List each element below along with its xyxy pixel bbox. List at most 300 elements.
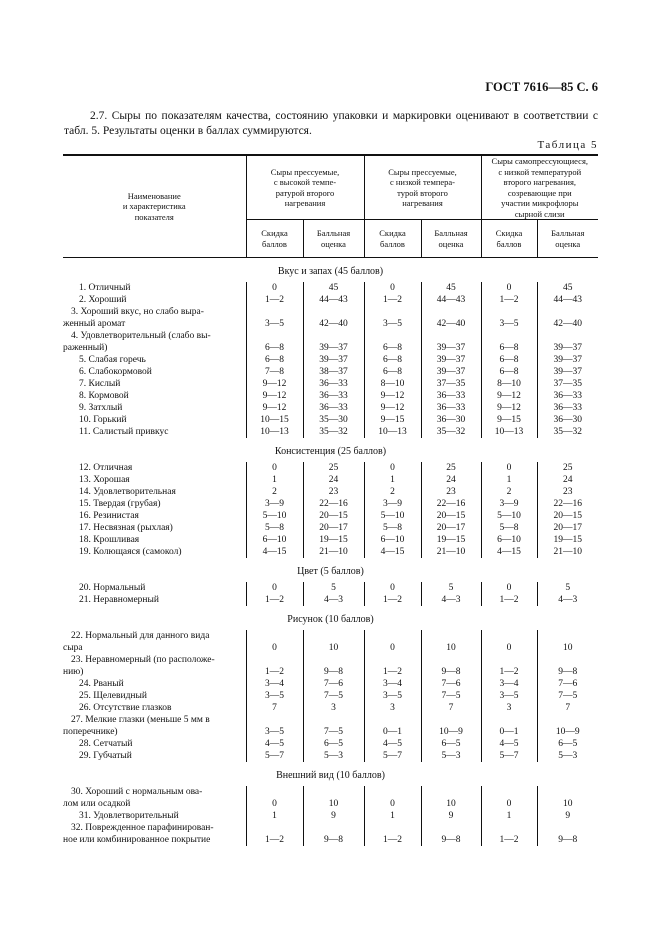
- discount-cell: 9—15: [364, 414, 421, 426]
- score-cell: 36—33: [421, 402, 481, 414]
- row-label-line: 18. Крошливая: [79, 535, 140, 545]
- row-label-line: 24. Рваный: [79, 679, 124, 689]
- score-cell: 39—37: [421, 366, 481, 378]
- score-cell: 25: [563, 463, 573, 473]
- row-label-line: ное или комбинированное покрытие: [63, 835, 211, 845]
- score-cell: 9: [421, 810, 481, 822]
- score-cell: 39—37: [421, 354, 481, 366]
- page-header: ГОСТ 7616—85 С. 6: [485, 80, 598, 94]
- intro-text: 2.7. Сыры по показателям качества, состоянию упаковки и маркировки оценивают в соответствии с табл. 5. Результаты оценки в баллах суммируются.: [64, 110, 598, 137]
- discount-cell: 6—8: [246, 330, 303, 354]
- discount-cell: 5—7: [246, 750, 303, 762]
- discount-cell: 1—2: [246, 294, 303, 306]
- row-label: [63, 750, 246, 762]
- score-cell: 7—5: [303, 714, 364, 738]
- score-cell: 37—35: [553, 379, 582, 389]
- row-label: [63, 510, 246, 522]
- score-cell: 19—15: [303, 534, 364, 546]
- row-label: [63, 630, 246, 654]
- section-title-row: [63, 438, 598, 462]
- discount-cell: 3—5: [246, 690, 303, 702]
- discount-cell: 1: [481, 810, 537, 822]
- score-cell: 9—8: [421, 822, 481, 846]
- discount-cell: 7: [246, 702, 303, 714]
- table-row: [63, 426, 598, 438]
- score-cell: 35—32: [553, 427, 582, 437]
- discount-cell: 5—8: [364, 522, 421, 534]
- score-cell: 20—15: [553, 511, 582, 521]
- discount-cell: 5—8: [246, 522, 303, 534]
- row-label-line: сыра: [63, 643, 83, 653]
- table-row: [63, 750, 598, 762]
- table-body: [63, 258, 598, 847]
- score-cell: 39—37: [553, 355, 582, 365]
- row-label-line: 15. Твердая (грубая): [79, 499, 161, 509]
- discount-cell: 4—15: [481, 546, 537, 558]
- group-header-self-pressing: Сыры самопрессующиеся, с низкой температурой второго нагревания, созревающие при участии микрофлоры сырной слизи: [481, 155, 598, 220]
- row-label-line: 12. Отличная: [79, 463, 133, 473]
- score-cell: 20—17: [303, 522, 364, 534]
- score-cell: 35—30: [303, 414, 364, 426]
- row-label: [63, 462, 246, 474]
- row-label-line: 17. Несвязная (рыхлая): [79, 523, 173, 533]
- score-cell: 20—15: [421, 510, 481, 522]
- discount-cell: 2: [246, 486, 303, 498]
- row-label-line: 29. Губчатый: [79, 751, 132, 761]
- discount-cell: 0: [246, 582, 303, 594]
- subheader-score: Балльная оценка: [303, 220, 364, 258]
- discount-cell: 6—10: [481, 534, 537, 546]
- discount-cell: 7—8: [246, 366, 303, 378]
- row-label-line: 3. Хороший вкус, но слабо выра-: [71, 307, 204, 317]
- subheader-score: Балльная оценка: [537, 220, 598, 258]
- discount-cell: 1—2: [364, 594, 421, 606]
- row-label-line: поперечнике): [63, 727, 118, 737]
- discount-cell: 4—15: [246, 546, 303, 558]
- score-cell: 20—17: [421, 522, 481, 534]
- row-label: [63, 282, 246, 294]
- discount-cell: 1—2: [481, 294, 537, 306]
- score-cell: 7—6: [421, 678, 481, 690]
- discount-cell: 6—8: [481, 330, 537, 354]
- score-cell: 35—32: [421, 426, 481, 438]
- table-row: [63, 378, 598, 390]
- discount-cell: 5—7: [364, 750, 421, 762]
- score-cell: 22—16: [303, 498, 364, 510]
- table-row: [63, 714, 598, 738]
- subheader-discount: Скидка баллов: [481, 220, 537, 258]
- discount-cell: 8—10: [364, 378, 421, 390]
- row-label-line: раженный): [63, 343, 108, 353]
- row-label: [63, 702, 246, 714]
- score-cell: 22—16: [553, 499, 582, 509]
- score-cell: 38—37: [303, 366, 364, 378]
- score-cell: 7—5: [421, 690, 481, 702]
- table-row: [63, 330, 598, 354]
- row-label-line: 25. Щелевидный: [79, 691, 147, 701]
- discount-cell: 6—8: [364, 330, 421, 354]
- score-cell: 4—3: [421, 594, 481, 606]
- discount-cell: 0: [364, 630, 421, 654]
- row-label-line: лом или осадкой: [63, 799, 131, 809]
- row-label-line: нию): [63, 667, 84, 677]
- discount-cell: 1: [364, 474, 421, 486]
- discount-cell: 1: [246, 810, 303, 822]
- row-label: [63, 306, 246, 330]
- discount-cell: 9—12: [246, 402, 303, 414]
- score-cell: 5—3: [421, 750, 481, 762]
- score-cell: 36—33: [303, 390, 364, 402]
- intro-paragraph: [64, 109, 598, 139]
- table-row: [63, 498, 598, 510]
- discount-cell: 1—2: [246, 594, 303, 606]
- score-cell: 42—40: [421, 306, 481, 330]
- score-cell: 36—33: [553, 403, 582, 413]
- score-cell: 10: [563, 799, 573, 809]
- row-label: [63, 810, 246, 822]
- section-title-row: [63, 258, 598, 283]
- score-cell: 39—37: [553, 367, 582, 377]
- row-label: [63, 390, 246, 402]
- score-cell: 7: [421, 702, 481, 714]
- section-title: Консистенция (25 баллов): [274, 446, 387, 457]
- score-cell: 23: [303, 486, 364, 498]
- discount-cell: 4—15: [364, 546, 421, 558]
- score-cell: 24: [563, 475, 573, 485]
- row-label-line: 13. Хорошая: [79, 475, 130, 485]
- score-cell: 21—10: [303, 546, 364, 558]
- discount-cell: 9—12: [246, 378, 303, 390]
- score-cell: 36—33: [303, 378, 364, 390]
- table-row: [63, 474, 598, 486]
- section-title: Внешний вид (10 баллов): [276, 770, 385, 781]
- score-cell: 10: [303, 630, 364, 654]
- discount-cell: 5—10: [246, 510, 303, 522]
- row-label: [63, 534, 246, 546]
- score-cell: 36—33: [553, 391, 582, 401]
- row-label-line: 26. Отсутствие глазков: [79, 703, 172, 713]
- score-cell: 9—8: [558, 835, 578, 845]
- column-header-name: Наименование и характеристика показателя: [63, 155, 246, 258]
- table-row: [63, 678, 598, 690]
- discount-cell: 9—12: [481, 390, 537, 402]
- row-label: [63, 498, 246, 510]
- discount-cell: 3—9: [246, 498, 303, 510]
- score-cell: 7—6: [303, 678, 364, 690]
- table-row: [63, 354, 598, 366]
- score-cell: 39—37: [553, 343, 582, 353]
- table-row: [63, 414, 598, 426]
- discount-cell: 0—1: [481, 714, 537, 738]
- row-label-line: 19. Колющаяся (самокол): [79, 547, 182, 557]
- discount-cell: 3—9: [364, 498, 421, 510]
- row-label-line: 16. Резинистая: [79, 511, 139, 521]
- row-label-line: 31. Удовлетворительный: [79, 811, 179, 821]
- score-cell: 20—15: [303, 510, 364, 522]
- row-label-line: женный аромат: [63, 319, 126, 329]
- score-cell: 36—30: [421, 414, 481, 426]
- discount-cell: 10—13: [246, 426, 303, 438]
- score-cell: 36—30: [553, 415, 582, 425]
- discount-cell: 3: [481, 702, 537, 714]
- discount-cell: 2: [481, 486, 537, 498]
- score-cell: 44—43: [421, 294, 481, 306]
- discount-cell: 1: [364, 810, 421, 822]
- score-cell: 4—3: [558, 595, 578, 605]
- discount-cell: 0: [481, 582, 537, 594]
- subheader-score: Балльная оценка: [421, 220, 481, 258]
- score-cell: 23: [421, 486, 481, 498]
- row-label: [63, 714, 246, 738]
- table-row: [63, 486, 598, 498]
- row-label: [63, 330, 246, 354]
- discount-cell: 6—10: [364, 534, 421, 546]
- score-cell: 45: [303, 282, 364, 294]
- section-title-row: [63, 606, 598, 630]
- discount-cell: 3: [364, 702, 421, 714]
- score-cell: 6—5: [421, 738, 481, 750]
- discount-cell: 3—5: [246, 714, 303, 738]
- score-cell: 5: [421, 582, 481, 594]
- score-cell: 22—16: [421, 498, 481, 510]
- discount-cell: 9—12: [481, 402, 537, 414]
- score-cell: 21—10: [553, 547, 582, 557]
- discount-cell: 1—2: [481, 822, 537, 846]
- discount-cell: 6—8: [246, 354, 303, 366]
- discount-cell: 9—12: [364, 402, 421, 414]
- discount-cell: 0: [246, 282, 303, 294]
- row-label-line: 20. Нормальный: [79, 583, 146, 593]
- row-label-line: 7. Кислый: [79, 379, 121, 389]
- discount-cell: 0: [246, 630, 303, 654]
- row-label: [63, 822, 246, 846]
- score-cell: 6—5: [558, 739, 578, 749]
- row-label: [63, 654, 246, 678]
- table-row: [63, 738, 598, 750]
- score-cell: 44—43: [303, 294, 364, 306]
- row-label: [63, 546, 246, 558]
- discount-cell: 3—5: [481, 690, 537, 702]
- row-label: [63, 354, 246, 366]
- score-cell: 9—8: [558, 667, 578, 677]
- score-cell: 39—37: [303, 330, 364, 354]
- row-label: [63, 522, 246, 534]
- score-cell: 3: [303, 702, 364, 714]
- score-cell: 9—8: [303, 822, 364, 846]
- score-cell: 5: [303, 582, 364, 594]
- score-cell: 10—9: [555, 727, 580, 737]
- discount-cell: 0: [246, 786, 303, 810]
- discount-cell: 0: [481, 462, 537, 474]
- score-cell: 45: [421, 282, 481, 294]
- subheader-discount: Скидка баллов: [364, 220, 421, 258]
- score-cell: 36—33: [421, 390, 481, 402]
- score-cell: 36—33: [303, 402, 364, 414]
- subheader-discount: Скидка баллов: [246, 220, 303, 258]
- discount-cell: 5—7: [481, 750, 537, 762]
- table-row: [63, 306, 598, 330]
- row-label-line: 27. Мелкие глазки (меньше 5 мм в: [71, 715, 210, 725]
- discount-cell: 4—5: [246, 738, 303, 750]
- discount-cell: 3—5: [481, 306, 537, 330]
- section-title: Рисунок (10 баллов): [287, 614, 374, 625]
- score-cell: 6—5: [303, 738, 364, 750]
- discount-cell: 0: [364, 786, 421, 810]
- section-title: Цвет (5 баллов): [297, 566, 364, 577]
- score-cell: 25: [421, 462, 481, 474]
- row-label-line: 1. Отличный: [79, 283, 131, 293]
- table-row: [63, 582, 598, 594]
- discount-cell: 9—12: [246, 390, 303, 402]
- discount-cell: 9—15: [481, 414, 537, 426]
- row-label: [63, 690, 246, 702]
- table-row: [63, 462, 598, 474]
- row-label-line: 9. Затхлый: [79, 403, 123, 413]
- scoring-table: [63, 154, 598, 846]
- discount-cell: 2: [364, 486, 421, 498]
- score-cell: 10: [303, 786, 364, 810]
- score-cell: 19—15: [421, 534, 481, 546]
- score-cell: 44—43: [553, 295, 582, 305]
- row-label: [63, 294, 246, 306]
- table-row: [63, 630, 598, 654]
- score-cell: 9: [565, 811, 571, 821]
- row-label: [63, 582, 246, 594]
- row-label-line: 5. Слабая горечь: [79, 355, 146, 365]
- row-label-line: 14. Удовлетворительная: [79, 487, 176, 497]
- score-cell: 24: [303, 474, 364, 486]
- discount-cell: 5—8: [481, 522, 537, 534]
- score-cell: 45: [563, 283, 573, 293]
- score-cell: 7: [565, 703, 571, 713]
- discount-cell: 3—5: [364, 690, 421, 702]
- discount-cell: 3—5: [246, 306, 303, 330]
- discount-cell: 0: [481, 630, 537, 654]
- score-cell: 42—40: [553, 319, 582, 329]
- discount-cell: 10—15: [246, 414, 303, 426]
- row-label: [63, 486, 246, 498]
- table-row: [63, 366, 598, 378]
- score-cell: 7—5: [303, 690, 364, 702]
- table-row: [63, 390, 598, 402]
- discount-cell: 6—8: [364, 354, 421, 366]
- discount-cell: 1: [246, 474, 303, 486]
- score-cell: 4—3: [303, 594, 364, 606]
- row-label-line: 2. Хороший: [79, 295, 127, 305]
- group-header-low-temp: Сыры прессуемые, с низкой темпера- турой второго нагревания: [364, 155, 481, 220]
- table-row: [63, 522, 598, 534]
- discount-cell: 1—2: [364, 822, 421, 846]
- row-label: [63, 474, 246, 486]
- score-cell: 39—37: [303, 354, 364, 366]
- discount-cell: 3—4: [246, 678, 303, 690]
- discount-cell: 0: [364, 582, 421, 594]
- score-cell: 7—5: [558, 691, 578, 701]
- table-caption: Таблица 5: [537, 139, 598, 151]
- score-cell: 35—32: [303, 426, 364, 438]
- score-cell: 20—17: [553, 523, 582, 533]
- score-cell: 19—15: [553, 535, 582, 545]
- table-row: [63, 822, 598, 846]
- score-cell: 37—35: [421, 378, 481, 390]
- row-label: [63, 678, 246, 690]
- discount-cell: 0: [246, 462, 303, 474]
- discount-cell: 1—2: [481, 594, 537, 606]
- score-cell: 10: [421, 786, 481, 810]
- score-cell: 25: [303, 462, 364, 474]
- discount-cell: 10—13: [364, 426, 421, 438]
- row-label-line: 8. Кормовой: [79, 391, 129, 401]
- table-row: [63, 534, 598, 546]
- table-row: [63, 786, 598, 810]
- row-label: [63, 378, 246, 390]
- discount-cell: 4—5: [481, 738, 537, 750]
- row-label-line: 21. Неравномерный: [79, 595, 159, 605]
- discount-cell: 10—13: [481, 426, 537, 438]
- score-cell: 23: [563, 487, 573, 497]
- score-cell: 9—8: [303, 654, 364, 678]
- discount-cell: 3—4: [481, 678, 537, 690]
- discount-cell: 1—2: [246, 654, 303, 678]
- row-label: [63, 366, 246, 378]
- section-title-row: [63, 558, 598, 582]
- row-label-line: 11. Салистый привкус: [79, 427, 169, 437]
- table-row: [63, 294, 598, 306]
- table-row: [63, 402, 598, 414]
- row-label-line: 6. Слабокормовой: [79, 367, 152, 377]
- discount-cell: 0: [481, 282, 537, 294]
- section-title: Вкус и запах (45 баллов): [277, 266, 384, 277]
- group-header-high-temp: Сыры прессуемые, с высокой темпе- ратурой второго нагревания: [246, 155, 364, 220]
- discount-cell: 6—8: [481, 354, 537, 366]
- score-cell: 10—9: [421, 714, 481, 738]
- table-row: [63, 654, 598, 678]
- discount-cell: 3—5: [364, 306, 421, 330]
- table-row: [63, 690, 598, 702]
- row-label: [63, 738, 246, 750]
- discount-cell: 6—8: [364, 366, 421, 378]
- row-label-line: 30. Хороший с нормальным ова-: [71, 787, 203, 797]
- row-label: [63, 594, 246, 606]
- table-row: [63, 510, 598, 522]
- discount-cell: 1—2: [364, 654, 421, 678]
- row-label-line: 23. Неравномерный (по расположе-: [71, 655, 215, 665]
- score-cell: 9—8: [421, 654, 481, 678]
- discount-cell: 5—10: [481, 510, 537, 522]
- discount-cell: 0: [364, 462, 421, 474]
- score-cell: 10: [421, 630, 481, 654]
- score-cell: 21—10: [421, 546, 481, 558]
- discount-cell: 0: [481, 786, 537, 810]
- table-row: [63, 702, 598, 714]
- table-row: [63, 282, 598, 294]
- row-label: [63, 402, 246, 414]
- score-cell: 7—6: [558, 679, 578, 689]
- row-label-line: 32. Поврежденное парафинирован-: [71, 823, 214, 833]
- score-cell: 9: [303, 810, 364, 822]
- discount-cell: 6—10: [246, 534, 303, 546]
- row-label-line: 28. Сетчатый: [79, 739, 133, 749]
- table-row: [63, 546, 598, 558]
- discount-cell: 1—2: [481, 654, 537, 678]
- discount-cell: 1: [481, 474, 537, 486]
- row-label-line: 4. Удовлетворительный (слабо вы-: [71, 331, 211, 341]
- score-cell: 5—3: [558, 751, 578, 761]
- table-row: [63, 810, 598, 822]
- discount-cell: 3—4: [364, 678, 421, 690]
- row-label: [63, 414, 246, 426]
- discount-cell: 1—2: [364, 294, 421, 306]
